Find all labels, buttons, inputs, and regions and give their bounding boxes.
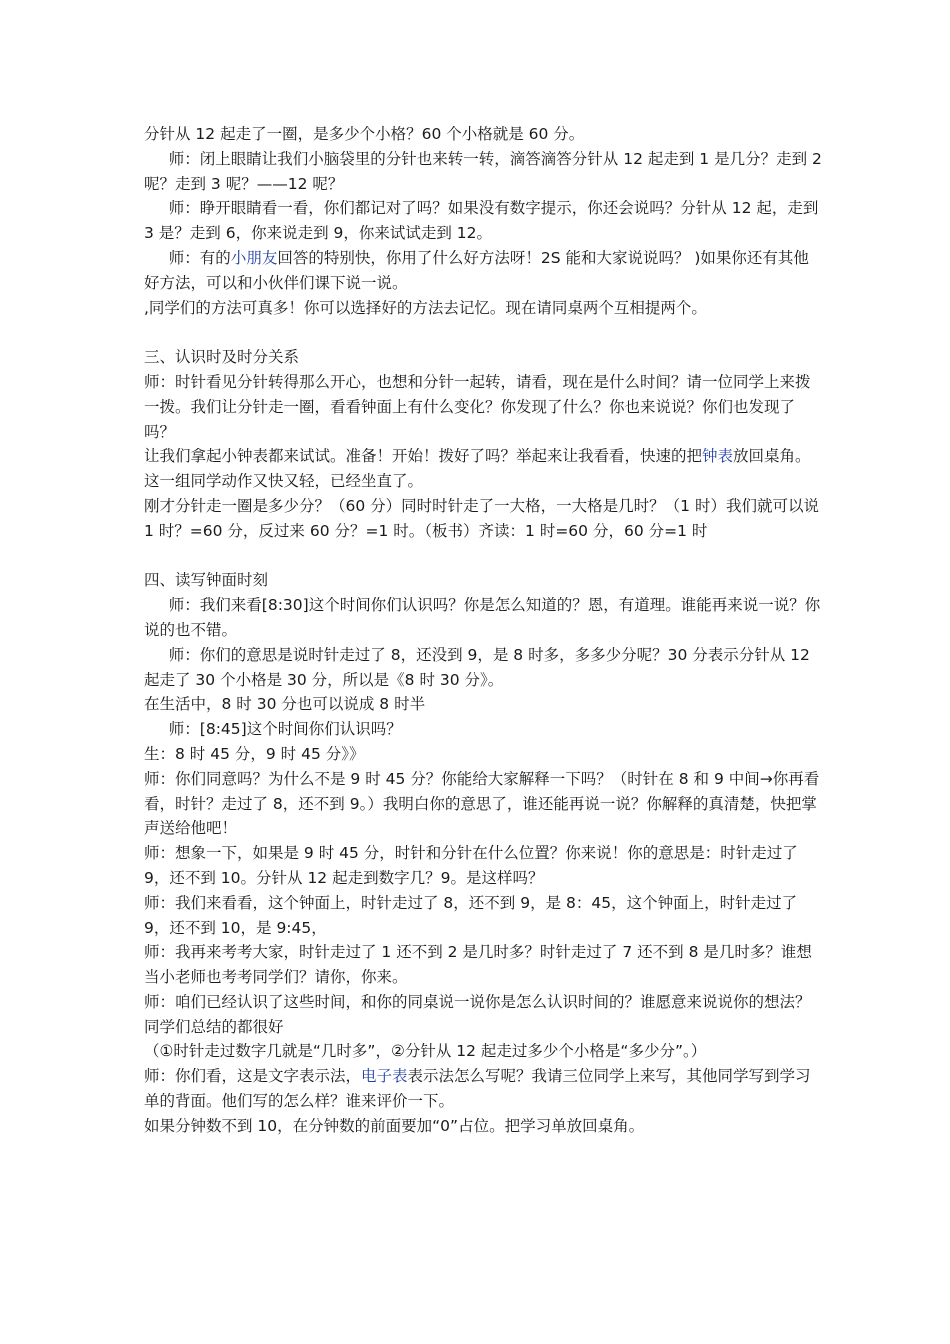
document-body [144, 122, 827, 1139]
paragraph: 师：睁开眼睛看一看，你们都记对了吗？如果没有数字提示，你还会说吗？分针从 12 起，走到 3 是？走到 6，你来说走到 9，你来试试走到 12。 [144, 199, 824, 243]
paragraph [144, 444, 824, 494]
section-heading-4: 四、读写钟面时刻 [144, 571, 269, 590]
paragraph-text: 师：有的 [168, 248, 231, 267]
section-heading-3: 三、认识时及时分关系 [144, 348, 300, 367]
paragraph [144, 246, 824, 296]
paragraph: 师：想象一下，如果是 9 时 45 分，时针和分针在什么位置？你来说！你的意思是：时针走过了 9，还不到 10。分针从 12 起走到数字几？9。是这样吗？ [144, 844, 803, 887]
paragraph-text: 让我们拿起小钟表都来试试。准备！开始！拨好了吗？举起来让我看看，快速的把 [144, 447, 703, 466]
paragraph: 师：我们来看看，这个钟面上，时针走过了 8，还不到 9，是 8：45，这个钟面上，时针走过了 9，还不到 10，是 9:45， [144, 893, 803, 937]
paragraph: （①时针走过数字几就是“几时多”，②分针从 12 起走过多少个小格是“多少分”。） [144, 1042, 707, 1061]
paragraph: 师：时针看见分针转得那么开心，也想和分针一起转，请看，现在是什么时间？请一位同学上来拨一拨。我们让分针走一圈，看看钟面上有什么变化？你发现了什么？你也来说说？你们也发现了吗？ [144, 372, 811, 441]
paragraph: 师：我再来考考大家，时针走过了 1 还不到 2 是几时多？时针走过了 7 还不到 8 是几时多？谁想当小老师也考考同学们？请你，你来。 [144, 943, 812, 987]
paragraph: 如果分钟数不到 10，在分钟数的前面要加“0”占位。把学习单放回桌角。 [144, 1116, 645, 1135]
paragraph: 在生活中，8 时 30 分也可以说成 8 时半 [144, 695, 426, 714]
paragraph-text: 回答的特别快，你用了什么好方法呀！2S 能和大家说说吗？ )如果你还有其他好方法，可以和小伙伴们课下说一说。 [144, 248, 809, 292]
paragraph: 师：我们来看[8:30]这个时间你们认识吗？你是怎么知道的？恩，有道理。谁能再来说一说？你说的也不错。 [144, 596, 821, 639]
link-zhongbiao[interactable]: 钟表 [702, 447, 734, 466]
paragraph-text: 放回桌角。这一组同学动作又快又轻，已经坐直了。 [144, 447, 811, 491]
link-dianzibiao[interactable]: 电子表 [361, 1067, 408, 1086]
paragraph: 生：8 时 45 分，9 时 45 分》》 [144, 744, 365, 763]
paragraph [144, 1064, 824, 1114]
link-xiaopengyou[interactable]: 小朋友 [230, 248, 278, 267]
paragraph: 师：你们的意思是说时针走过了 8，还没到 9，是 8 时多，多多少分呢？30 分表示分针从 12 起走了 30 个小格是 30 分，所以是《8 时 30 分》。 [144, 645, 815, 689]
paragraph-text: 表示法怎么写呢？我请三位同学上来写，其他同学写到学习单的背面。他们写的怎么样？谁来评价一下。 [144, 1067, 811, 1111]
paragraph: 师：咱们已经认识了这些时间，和你的同桌说一说你是怎么认识时间的？谁愿意来说说你的想法？同学们总结的都很好 [144, 992, 811, 1036]
paragraph: 分针从 12 起走了一圈，是多少个小格？60 个小格就是 60 分。 [144, 125, 585, 143]
paragraph: 师：[8:45]这个时间你们认识吗？ [168, 720, 402, 739]
paragraph-text: 师：你们看，这是文字表示法， [144, 1067, 362, 1086]
paragraph: ,同学们的方法可真多！你可以选择好的方法去记忆。现在请同桌两个互相提两个。 [144, 298, 707, 317]
paragraph: 师：闭上眼睛让我们小脑袋里的分针也来转一转，滴答滴答分针从 12 起走到 1 是几分？走到 2 呢？走到 3 呢？——12 呢？ [144, 149, 827, 193]
paragraph: 刚才分针走一圈是多少分？（60 分）同时时针走了一大格，一大格是几时？（1 时）我们就可以说 1 时？=60 分，反过来 60 分？=1 时。（板书）齐读：1 时=60 分，60 分=1 时 [144, 496, 824, 540]
paragraph: 师：你们同意吗？为什么不是 9 时 45 分？你能给大家解释一下吗？（时针在 8 和 9 中间→你再看看，时针？走过了 8，还不到 9。）我明白你的意思了，谁还能再说一说？你解释的真清楚，快把掌声送给他吧！ [144, 769, 820, 838]
